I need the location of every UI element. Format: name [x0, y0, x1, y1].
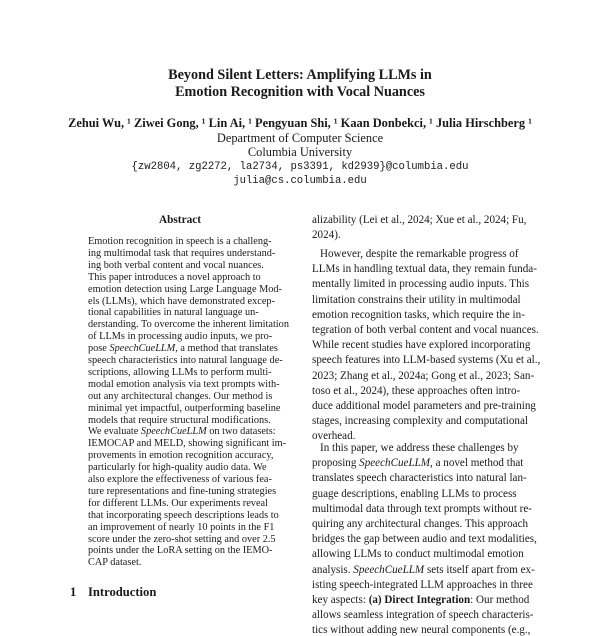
paragraph-line: mentally limited in processing audio inputs. This: [312, 278, 530, 291]
paragraph-line: emotion recognition tasks, which require the in-: [312, 308, 525, 321]
abstract-line: score under the zero-shot setting and over 2.5: [88, 533, 276, 545]
abstract-line: CAP dataset.: [88, 557, 142, 569]
author-list: Zehui Wu, ¹ Ziwei Gong, ¹ Lin Ai, ¹ Pengyuan Shi, ¹ Kaan Donbekci, ¹ Julia Hirschberg ¹: [68, 116, 532, 130]
abstract-line: Emotion recognition in speech is a challeng-: [88, 236, 272, 247]
abstract-line: models that require structural modifications.: [88, 414, 271, 426]
paragraph-line: 2023; Zhang et al., 2024a; Gong et al., 2023; San-: [312, 369, 535, 382]
paragraph-line: stages, increasing complexity and computational: [312, 415, 528, 428]
introduction-heading: [70, 585, 156, 600]
abstract-line: speech characteristics into natural language de-: [88, 355, 283, 366]
abstract-line: emotion detection using Large Language Mod-: [88, 283, 282, 295]
paragraph-line: duce additional model parameters and pre-training: [312, 400, 536, 412]
paragraph-line: proposing SpeechCueLLM, a novel method that: [312, 457, 524, 470]
abstract-line: that incorporating speech descriptions leads to: [88, 509, 279, 521]
paragraph-line: However, despite the remarkable progress of: [320, 248, 519, 260]
abstract-line: ture representations and fine-tuning strategies: [88, 485, 277, 497]
abstract-line: for different LLMs. Our experiments reveal: [88, 497, 268, 509]
paragraph-line: limitation constrains their utility in multimodal: [312, 293, 521, 306]
paragraph-line: While recent studies have explored incorporating: [312, 339, 531, 352]
paper-title-line-1: Beyond Silent Letters: Amplifying LLMs in: [168, 67, 432, 83]
paper-title-line-2: Emotion Recognition with Vocal Nuances: [175, 84, 425, 100]
paragraph-line: toso et al., 2024), these approaches often intro-: [312, 384, 521, 397]
abstract-line: particularly for high-quality audio data. We: [88, 462, 267, 474]
abstract-line: This paper introduces a novel approach to: [88, 271, 261, 283]
paragraph-line: quiring any architectural changes. This approach: [312, 518, 529, 530]
abstract-line: provements in emotion recognition accuracy,: [88, 450, 274, 462]
paragraph-line: bridges the gap between audio and text modalities,: [312, 533, 537, 546]
abstract-line: els (LLMs), which have demonstrated excep-: [88, 295, 275, 307]
paragraph-line: isting speech-integrated LLM approaches in three: [312, 578, 533, 591]
abstract-line: modal emotion analysis via text prompts with-: [88, 378, 280, 390]
abstract-line: of LLMs in processing audio inputs, we pro-: [88, 331, 273, 343]
abstract-line: derstanding. To overcome the inherent limitation: [88, 319, 289, 331]
affiliation-department: Department of Computer Science: [216, 131, 384, 145]
abstract-line: ing both verbal content and vocal nuances.: [88, 259, 264, 271]
abstract-line: minimal yet impactful, outperforming baseline: [88, 402, 281, 414]
abstract-line: tional capabilities in natural language un-: [88, 307, 259, 319]
paragraph-line: multimodal data through text prompts without re-: [312, 502, 532, 515]
abstract-line: an improvement of nearly 10 points in the F1: [88, 521, 275, 533]
paragraph-line: tics without adding new neural components (e.g.,: [312, 624, 531, 636]
paragraph-line: allowing LLMs to conduct multimodal emotion: [312, 548, 524, 561]
paragraph-line: guage descriptions, enabling LLMs to process: [312, 487, 517, 500]
paragraph-line: speech features into LLM-based systems (Xu et al.,: [312, 354, 541, 367]
paragraph-line: LLMs in handling textual data, they remain funda-: [312, 263, 537, 276]
paragraph-line: translates speech characteristics into natural lan-: [312, 472, 527, 485]
paragraph-line: overhead.: [312, 430, 356, 443]
abstract-line: ing multimodal task that requires understand-: [88, 247, 276, 259]
author-emails: {zw2804, zg2272, la2734, ps3391, kd2939}@columbia.edu: [131, 161, 469, 173]
abstract-line: out any architectural changes. Our method is: [88, 390, 273, 402]
section-title: Introduction: [88, 585, 157, 599]
paragraph-line: alizability (Lei et al., 2024; Xue et al., 2024; Fu,: [312, 214, 527, 226]
paragraph-line: In this paper, we address these challenges by: [320, 442, 519, 454]
affiliation-university: Columbia University: [247, 145, 353, 159]
paragraph-line: key aspects: (a) Direct Integration: Our method: [312, 594, 530, 606]
abstract-line: also explore the effectiveness of various fea-: [88, 474, 272, 485]
abstract-line: We evaluate SpeechCueLLM on two datasets:: [88, 426, 276, 438]
abstract-line: pose SpeechCueLLM, a method that translates: [88, 343, 278, 355]
paragraph-line: 2024).: [312, 229, 341, 242]
paragraph-line: allows seamless integration of speech characteris-: [312, 609, 534, 622]
contact-email: julia@cs.columbia.edu: [233, 175, 367, 187]
section-number: 1: [70, 585, 77, 599]
abstract-heading: Abstract: [158, 214, 202, 226]
paragraph-line: tegration of both verbal content and vocal nuances.: [312, 324, 539, 336]
abstract-line: scriptions, allowing LLMs to perform multi-: [88, 366, 272, 378]
abstract-line: IEMOCAP and MELD, showing significant im-: [88, 438, 287, 450]
abstract-line: points under the LoRA setting on the IEMO-: [88, 545, 273, 557]
paragraph-line: analysis. SpeechCueLLM sets itself apart from ex-: [312, 563, 535, 576]
